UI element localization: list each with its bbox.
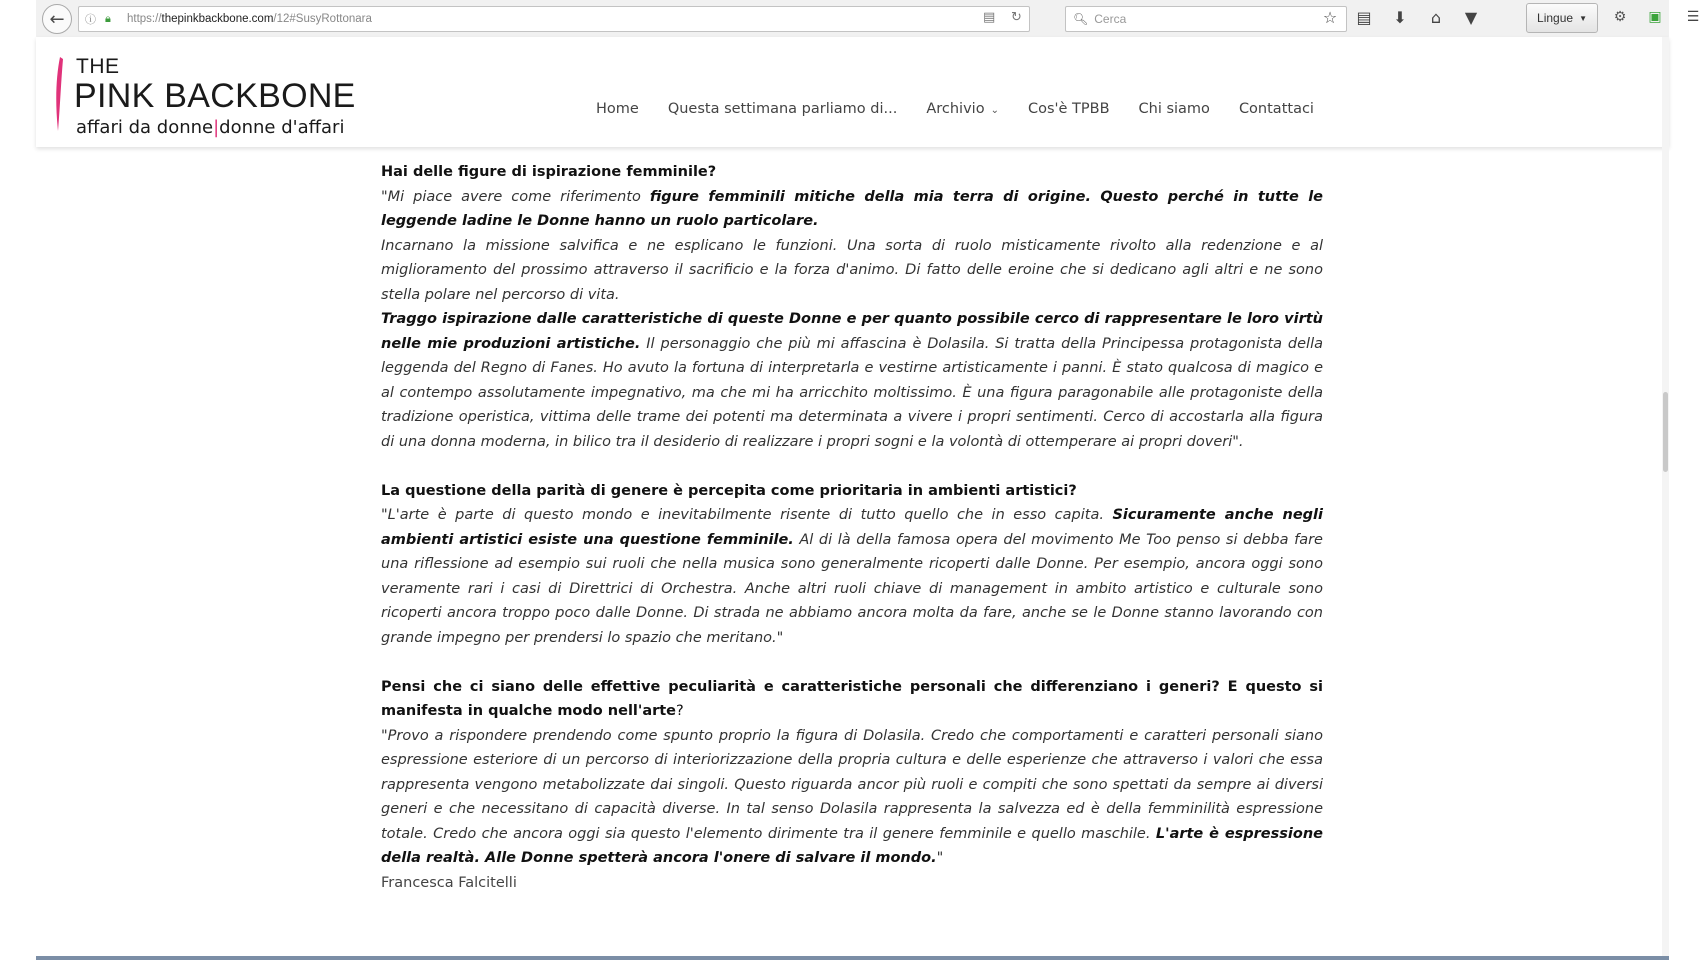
logo-the: THE (76, 55, 120, 78)
scrollbar-thumb[interactable] (1663, 392, 1668, 472)
answer-1-part-2: Incarnano la missione salvifica e ne esplicano le funzioni. Una sorta di ruolo misticamente rivolto alla redenzione e al miglioramento del prossimo attraverso il sacrificio e la forza d'animo. Di fatto delle eroine che si dedicano agli altri e ne sono stella polare nel percorso di vita. (381, 237, 1323, 303)
answer-2: "L'arte è parte di questo mondo e inevitabilmente risente di tutto quello che in esso capita. Sicuramente anche negli ambienti artistici esiste una questione femminile. Al di là della famosa opera del movimento Me Too penso si debba fare una riflessione ad esempio sui ruoli che nella musica sono generalmente ricoperti dalle Donne. Per esempio, ancora oggi sono veramente rari i casi di Direttrici di Orchestra. Anche altri ruoli chiave di management in ambito artistico e culturale sono ricoperti ancora troppo poco dalle Donne. Di strada ne abbiamo ancora molta da fare, anche se le Donne stanno lavorando con grande impegno per prendersi lo spazio che meritano." (381, 507, 1323, 646)
site-header (36, 37, 1669, 147)
address-bar[interactable] (78, 6, 1030, 32)
answer-1-part-1: "Mi piace avere come riferimento figure femminili mitiche della mia terra di origine. Questo perché in tutte le leggende ladine le Donne hanno un ruolo particolare. (381, 188, 1324, 229)
logo-tagline: affari da donne|donne d'affari (76, 117, 345, 138)
addon-green-icon[interactable]: ▣ (1648, 9, 1662, 25)
main-nav (596, 101, 1343, 117)
search-icon: 🔍︎ (1073, 12, 1089, 26)
nav-who-we-are[interactable]: Chi siamo (1138, 101, 1210, 117)
author-signature: Francesca Falcitelli (381, 874, 517, 891)
answer-1-part-3: Traggo ispirazione dalle caratteristiche di queste Donne e per quanto possibile cerco di rappresentare le loro virtù nelle mie produzioni artistiche. Il personaggio che più mi affascina è Dolasila. Si tratta della Principessa protagonista della leggenda del Regno di Fanes. Ho avuto la fortuna di interpretarla e vestirne artisticamente i panni. È stato qualcosa di magico e al contempo assolutamente impegnativo, ma che mi ha arricchito moltissimo. È una figura paragonabile alle protagoniste della tradizione operistica, vittima delle trame dei potenti ma determinata a vivere i propri sentimenti. Cerco di accostarla alla figura di una donna moderna, in bilico tra il desiderio di realizzare i propri sogni e la volontà di ottemperare ai propri doveri". (381, 311, 1323, 450)
site-logo[interactable] (54, 51, 374, 138)
search-placeholder: Cerca (1094, 12, 1127, 26)
question-3: Pensi che ci siano delle effettive peculiarità e caratteristiche personali che differenziano i generi? E questo si manifesta in qualche modo nell'arte? (381, 678, 1323, 719)
nav-this-week[interactable]: Questa settimana parliamo di... (667, 101, 898, 117)
url-text[interactable]: https://thepinkbackbone.com/12#SusyRottonara (127, 13, 372, 25)
info-icon[interactable]: ⓘ (85, 13, 96, 26)
nav-contact[interactable]: Contattaci (1238, 101, 1314, 117)
question-2: La questione della parità di genere è percepita come prioritaria in ambienti artistici? (381, 482, 1077, 499)
menu-icon[interactable]: ☰ (1686, 9, 1700, 25)
library-icon[interactable]: ▤ (1356, 8, 1372, 27)
arrow-left-icon: ← (49, 8, 65, 30)
language-label: Lingue (1537, 11, 1574, 25)
chevron-down-icon: ⌄ (990, 105, 999, 116)
logo-brush-icon (54, 57, 64, 131)
chevron-down-icon: ▼ (1579, 13, 1587, 23)
url-path: /12#SusyRottonara (273, 13, 372, 25)
page-scrollbar[interactable] (1662, 37, 1669, 960)
pocket-icon[interactable]: ▼ (1464, 8, 1478, 27)
search-input[interactable] (1065, 6, 1347, 32)
browser-toolbar (36, 0, 1700, 38)
nav-about-tpbb[interactable]: Cos'è TPBB (1027, 101, 1110, 117)
lock-icon[interactable]: 🔒︎ (105, 12, 111, 25)
language-button[interactable] (1526, 3, 1598, 33)
nav-home[interactable]: Home (596, 101, 639, 117)
extension-icon[interactable]: ⚙ (1613, 9, 1627, 25)
answer-3: "Provo a rispondere prendendo come spunto proprio la figura di Dolasila. Credo che comportamenti e caratteri personali siano espressione esteriore di un percorso di interiorizzazione della propria cultura e delle esperienze che attraverso i valori che essa rappresenta vengono metabolizzate dai singoli. Questo riguarda ancor più ruoli e compiti che sono spettati da sempre ai diversi generi e che necessitano di capacità diverse. In tal senso Dolasila rappresenta la salvezza ed è della femminilità espressione totale. Credo che ancora oggi sia questo l'elemento dirimente tra il genere femminile e quello maschile. L'arte è espressione della realtà. Alle Donne spetterà ancora l'onere di salvare il mondo." (381, 727, 1323, 866)
question-1: Hai delle figure di ispirazione femminile? (381, 164, 717, 180)
article-body (381, 160, 1323, 895)
url-domain: thepinkbackbone.com (161, 13, 274, 25)
home-icon[interactable]: ⌂ (1430, 8, 1442, 27)
reader-view-icon[interactable]: ▤ (983, 10, 996, 25)
download-icon[interactable]: ⬇ (1393, 8, 1407, 27)
bookmark-star-icon[interactable]: ☆ (1322, 8, 1338, 27)
nav-archive[interactable]: Archivio ⌄ (926, 101, 999, 117)
reload-icon[interactable]: ↻ (1011, 10, 1022, 25)
logo-name: PINK BACKBONE (74, 77, 356, 115)
window-bottom-border (36, 956, 1669, 960)
back-button[interactable] (42, 4, 72, 34)
